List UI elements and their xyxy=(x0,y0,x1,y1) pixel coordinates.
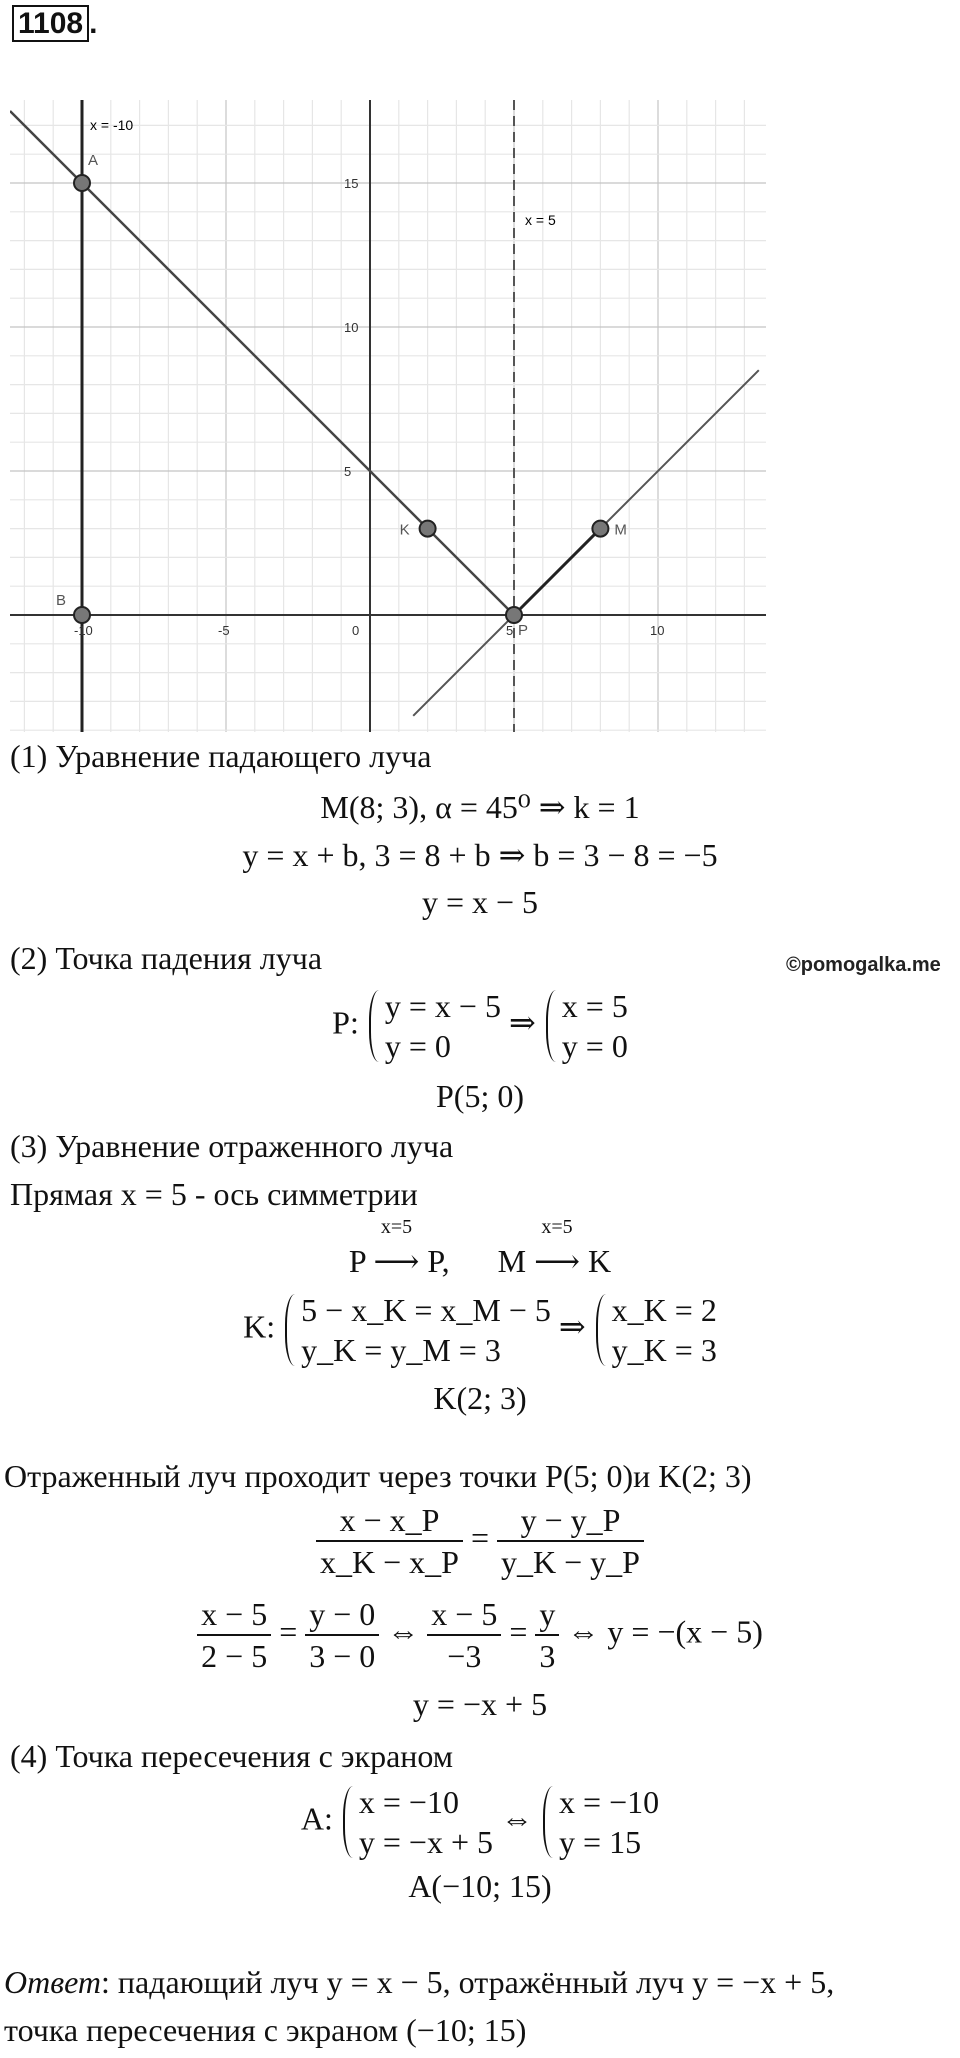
step3-system: K: 5 − x_K = x_M − 5 y_K = y_M = 3 ⇒ x_K = 2 y_K = 3 xyxy=(243,1292,717,1368)
step1-line1: M(8; 3), α = 45⁰ ⇒ k = 1 xyxy=(320,789,640,825)
point-label-P: P xyxy=(518,622,529,639)
step2-sys1-a: y = x − 5 xyxy=(384,988,501,1024)
point-A xyxy=(74,175,90,191)
point-P xyxy=(506,607,522,623)
point-label-A: A xyxy=(88,152,99,169)
point-label-K: K xyxy=(399,521,410,539)
two-point-formula: $\frac{x - x\_P}{x\_K - x\_P}$ = $\frac{y - y\_P}{y\_K - y\_P}$ xyxy=(0,1500,960,1582)
step3-symmetry: Прямая x = 5 - ось симметрии xyxy=(10,1176,418,1212)
substitution: $\frac{x - 5}{2 - 5}$ = $\frac{y - 0}{3 - 0}$ ⇔ $\frac{x - 5}{-3}$ = $\frac{y}{3}$ ⇔ y = −(x − 5) xyxy=(0,1594,960,1676)
graph-lines xyxy=(10,100,759,732)
point-B xyxy=(74,607,90,623)
step1-heading: (1) Уравнение падающего луча xyxy=(10,738,432,774)
label-x-minus-10: x = -10 xyxy=(90,117,134,133)
step4-result: A(−10; 15) xyxy=(408,1868,552,1904)
answer-line1: Ответ: падающий луч y = x − 5, отражённый луч y = −x + 5, xyxy=(4,1964,835,2000)
label-x-5: x = 5 xyxy=(525,212,556,228)
step1-line3: y = x − 5 xyxy=(421,884,539,920)
watermark: ©pomogalka.me xyxy=(786,954,941,976)
coordinate-graph xyxy=(10,100,766,732)
y-tick-label: 5 xyxy=(344,464,352,479)
step2-sys2-a: x = 5 xyxy=(561,988,628,1024)
point-label-B: B xyxy=(56,592,67,609)
x-tick-label: 5 xyxy=(506,623,514,638)
point-M xyxy=(592,521,608,537)
step4-system: A: x = −10 y = −x + 5 ⇔ x = −10 y = 15 xyxy=(300,1784,660,1860)
step3-mapping: P x=5 ⟶ P, M x=5 ⟶ K xyxy=(348,1216,612,1279)
segment-pm xyxy=(514,529,600,615)
step2-system: P: y = x − 5 y = 0 ⇒ x = 5 y = 0 xyxy=(332,988,628,1064)
answer-line2: точка пересечения с экраном (−10; 15) xyxy=(4,2012,527,2048)
step2-heading: (2) Точка падения луча xyxy=(10,940,323,976)
x-tick-label: 0 xyxy=(352,623,360,638)
problem-number: 1108 . xyxy=(12,8,97,40)
point-label-M: M xyxy=(614,521,627,539)
step3-heading: (3) Уравнение отраженного луча xyxy=(10,1128,454,1164)
step3-result: K(2; 3) xyxy=(433,1380,527,1416)
step1-line2: y = x + b, 3 = 8 + b ⇒ b = 3 − 8 = −5 xyxy=(242,837,718,873)
reflected-equation: y = −x + 5 xyxy=(412,1686,548,1722)
step4-heading: (4) Точка пересечения с экраном xyxy=(10,1738,454,1774)
x-tick-label: 10 xyxy=(650,623,665,638)
y-tick-label: 15 xyxy=(344,176,359,191)
step2-result: P(5; 0) xyxy=(436,1078,524,1114)
through-text: Отраженный луч проходит через точки P(5; 0)и K(2; 3) xyxy=(4,1458,752,1494)
step2-sys2-b: y = 0 xyxy=(561,1028,628,1064)
x-tick-label: -5 xyxy=(218,623,230,638)
answer-label: Ответ xyxy=(4,1964,101,2000)
x-tick-label: -10 xyxy=(74,623,93,638)
y-tick-label: 10 xyxy=(344,320,359,335)
point-K xyxy=(420,521,436,537)
step2-sys1-b: y = 0 xyxy=(384,1028,451,1064)
